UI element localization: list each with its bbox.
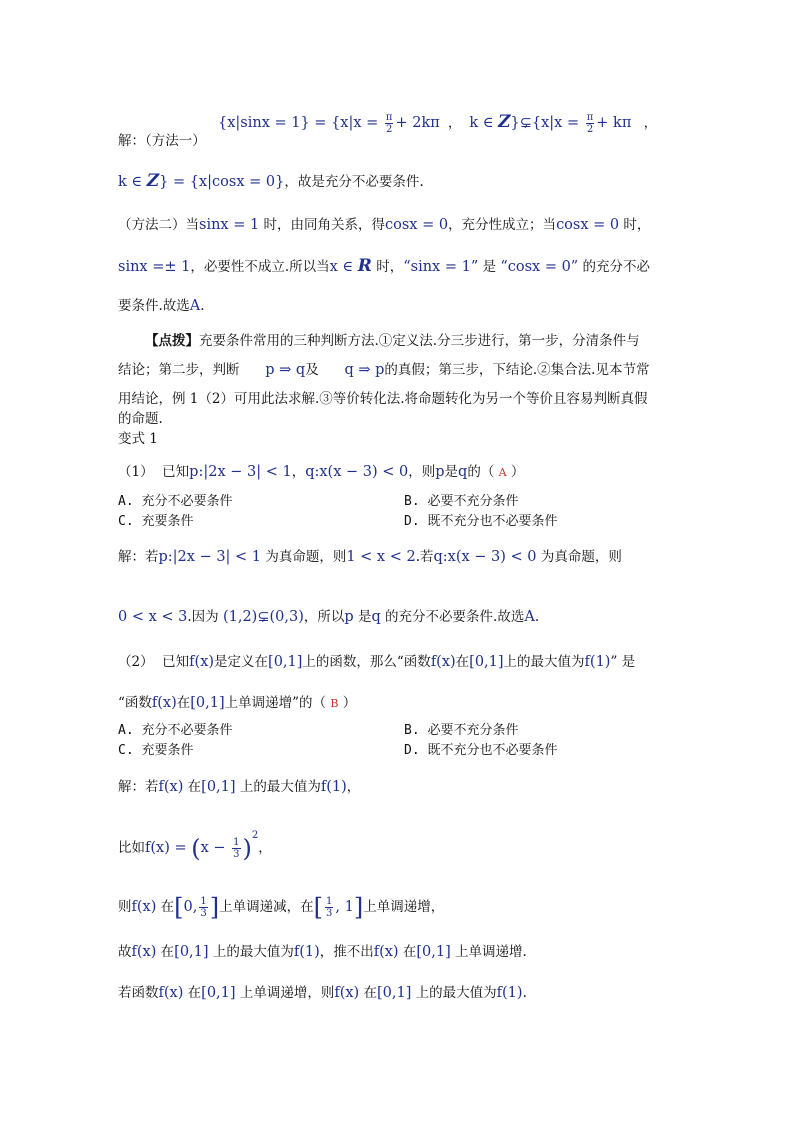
solution-1-formula <box>218 112 657 135</box>
math-expression: , 1 <box>335 899 354 915</box>
text-run: ） <box>506 464 525 480</box>
question-1-option-b: B. 必要不充分条件 <box>404 494 519 509</box>
text-run: 时， <box>619 217 651 233</box>
question-2-option-d: D. 既不充分也不必要条件 <box>404 743 558 758</box>
math-delimiter: ( <box>191 834 201 863</box>
math-expression: k ∈ <box>118 174 147 190</box>
math-expression: + kπ <box>596 115 632 131</box>
math-set-symbol: Z <box>146 171 160 191</box>
question-1-solution-line-1 <box>118 547 622 567</box>
question-2-option-b: B. 必要不充分条件 <box>404 723 519 738</box>
math-expression: f(x) <box>158 985 184 1001</box>
text-run: 上的函数，那么“函数 <box>302 654 431 670</box>
math-delimiter: [ <box>313 893 323 922</box>
math-expression: f(1) <box>320 779 347 795</box>
text-run: 时， <box>371 259 404 275</box>
math-expression: p:|2x − 3| < 1 <box>158 549 262 565</box>
text-run: 上单调递增. <box>450 944 527 960</box>
math-expression: 0 < x < 3 <box>118 609 188 625</box>
math-expression: “cosx = 0” <box>500 259 579 275</box>
text-run: 在 <box>156 899 175 915</box>
question-1-option-c: C. 充要条件 <box>118 514 194 529</box>
text-run: 的（ <box>467 464 499 480</box>
math-expression: “sinx = 1” <box>403 259 479 275</box>
text-run: 上的最大值为 <box>235 779 321 795</box>
text-run: （1） 已知 <box>118 464 190 480</box>
text-run: 要条件.故选 <box>118 298 190 314</box>
text-run: ，必要性不成立.所以当 <box>190 259 330 275</box>
question-2-stem-line-2 <box>118 693 356 714</box>
text-run: 时，由同角关系，得 <box>259 217 385 233</box>
tip-paragraph-line-1 <box>145 331 640 351</box>
math-expression: cosx = 0 <box>385 217 449 233</box>
question-1-option-d: D. 既不充分也不必要条件 <box>404 514 558 529</box>
math-expression: {x|sinx = 1} = {x|x = <box>218 115 383 131</box>
text-run: 解：（方法一） <box>118 133 206 149</box>
variant-heading <box>118 429 158 449</box>
method-2-line-2 <box>118 256 650 277</box>
question-2-solution-line-1 <box>118 777 360 797</box>
fraction-numerator: π <box>586 112 594 123</box>
question-2-option-c: C. 充要条件 <box>118 743 194 758</box>
question-2-solution-line-4 <box>118 942 527 962</box>
text-run: 是 <box>353 609 372 625</box>
text-run: 的充分不必 <box>578 259 651 275</box>
text-run: 是 <box>478 259 501 275</box>
math-expression: q:x(x − 3) < 0 <box>433 549 537 565</box>
math-expression: q <box>371 609 381 625</box>
tip-paragraph-line-4 <box>118 409 163 429</box>
question-2-stem-line-1 <box>118 652 635 672</box>
text-run: . <box>522 985 527 1001</box>
tip-paragraph-line-3 <box>118 389 648 409</box>
math-expression: f(1) <box>293 944 320 960</box>
text-run: 在 <box>455 654 470 670</box>
math-expression: f(x) <box>373 944 399 960</box>
text-run: 为真命题，则 <box>536 549 622 565</box>
math-expression: [0,1] <box>201 985 236 1001</box>
question-2-option-a: A. 充分不必要条件 <box>118 723 233 738</box>
text-run: 充要条件常用的三种判断方法.①定义法.分三步进行，第一步，分清条件与 <box>199 333 640 349</box>
text-run: 的充分不必要条件.故选 <box>380 609 525 625</box>
fraction <box>325 896 333 919</box>
method-2-line-1 <box>118 215 650 235</box>
solution-1-label <box>118 131 206 151</box>
math-expression: q ⇒ p <box>344 362 385 378</box>
text-run: 是 <box>444 464 459 480</box>
math-expression: f(x) <box>151 695 177 711</box>
text-run: .因为 <box>187 609 223 625</box>
math-expression: 1 < x < 2 <box>346 549 416 565</box>
text-run: 用结论，例 1（2）可用此法求解.③等价转化法.将命题转化为另一个等价且容易判断真假 <box>118 391 648 407</box>
math-expression: [0,1] <box>469 654 504 670</box>
text-run: 为真命题，则 <box>261 549 347 565</box>
math-delimiter: [ <box>174 893 184 922</box>
text-run: .若 <box>415 549 434 565</box>
text-run: “函数 <box>118 695 152 711</box>
text-run: . <box>534 609 540 625</box>
fraction-numerator: π <box>385 112 393 123</box>
math-superscript: 2 <box>251 830 259 841</box>
math-expression: q <box>458 464 468 480</box>
math-expression: sinx =± 1 <box>118 259 191 275</box>
text-run: ， <box>258 840 272 856</box>
text-run: （方法二）当 <box>118 217 199 233</box>
math-delimiter: ) <box>242 834 252 863</box>
text-run: 在 <box>183 985 202 1001</box>
text-run: 上单调递增， <box>363 899 445 915</box>
math-expression: q:x(x − 3) < 0 <box>305 464 409 480</box>
text-run: ） <box>338 695 357 711</box>
fraction-denominator: 3 <box>200 908 207 919</box>
text-run: 故 <box>118 944 132 960</box>
math-expression: f(x) <box>131 899 157 915</box>
text-run: 的命题. <box>118 411 163 427</box>
fraction-denominator: 2 <box>386 124 393 135</box>
text-run: ，故是充分不必要条件. <box>284 174 424 190</box>
text-run: ，推不出 <box>319 944 374 960</box>
question-2-solution-line-3 <box>118 893 445 922</box>
text-run: 上单调递增”的（ <box>224 695 331 711</box>
text-run: ， <box>291 464 306 480</box>
text-run: 上单调递减，在 <box>219 899 314 915</box>
text-run: 的真假；第三步，下结论.②集合法.见本节常 <box>384 362 650 378</box>
math-set-symbol: R <box>357 256 372 276</box>
fraction-numerator: 1 <box>233 837 240 848</box>
fraction-denominator: 2 <box>586 124 594 135</box>
math-expression: A <box>524 609 535 625</box>
text-run: ，则 <box>408 464 436 480</box>
math-expression: cosx = 0 <box>556 217 620 233</box>
text-run: . <box>200 298 205 314</box>
math-expression: f(x) <box>334 985 360 1001</box>
text-run: 解：若 <box>118 549 159 565</box>
text-run: 比如 <box>118 840 145 856</box>
text-run: 则 <box>118 899 132 915</box>
math-expression: f(x) <box>430 654 456 670</box>
answer-letter: A <box>498 466 507 479</box>
text-run: ，充分性成立；当 <box>448 217 557 233</box>
math-expression: x ∈ <box>329 259 358 275</box>
fraction-denominator: 3 <box>233 849 240 860</box>
method-2-line-3 <box>118 296 205 316</box>
math-expression: (1,2)⊊(0,3) <box>222 609 304 625</box>
fraction <box>232 837 240 860</box>
text-run: ， <box>439 116 470 131</box>
math-expression: f(1) <box>584 654 611 670</box>
math-expression: 0, <box>183 899 198 915</box>
fraction-denominator: 3 <box>326 908 333 919</box>
text-run: 解：若 <box>118 779 159 795</box>
fraction <box>385 112 394 135</box>
answer-letter: B <box>330 697 339 710</box>
fraction <box>199 896 207 919</box>
math-expression: [0,1] <box>416 944 451 960</box>
math-expression: p ⇒ q <box>265 362 306 378</box>
text-run: 上的最大值为 <box>411 985 497 1001</box>
question-1-stem <box>118 462 524 483</box>
fraction-numerator: 1 <box>326 896 333 907</box>
text-run: 若函数 <box>118 985 159 1001</box>
fraction-numerator: 1 <box>200 896 207 907</box>
text-run: 在 <box>359 985 377 1001</box>
math-expression: [0,1] <box>190 695 225 711</box>
math-expression: x − <box>200 840 231 856</box>
math-expression: p <box>344 609 354 625</box>
text-run: 在 <box>398 944 417 960</box>
text-run: 在 <box>156 944 175 960</box>
math-delimiter: ] <box>353 893 364 922</box>
text-run: ，所以 <box>303 609 345 625</box>
math-expression: f(x) <box>131 944 157 960</box>
math-set-symbol: Z <box>498 112 511 132</box>
math-expression: f(1) <box>496 985 523 1001</box>
math-expression: [0,1] <box>268 654 303 670</box>
text-run: 上的最大值为 <box>208 944 294 960</box>
bold-label: 【点拨】 <box>145 333 199 349</box>
text-run: ” 是 <box>610 654 636 670</box>
tip-paragraph-line-2 <box>118 360 649 380</box>
question-2-solution-line-5 <box>118 983 527 1003</box>
math-expression: p <box>435 464 445 480</box>
question-1-option-a: A. 充分不必要条件 <box>118 494 233 509</box>
text-run: 结论；第二步，判断 <box>118 362 266 378</box>
text-run: 在 <box>183 779 202 795</box>
math-expression: sinx = 1 <box>199 217 260 233</box>
math-expression: f(x) <box>158 779 184 795</box>
math-expression: f(x) <box>189 654 215 670</box>
text-run: 上单调递增，则 <box>235 985 335 1001</box>
math-expression: + 2kπ <box>395 115 440 131</box>
text-run: 变式 1 <box>118 431 158 447</box>
fraction <box>586 112 595 135</box>
math-expression: f(x) = <box>145 840 192 856</box>
text-run: 上的最大值为 <box>503 654 585 670</box>
math-expression: k ∈ <box>469 115 499 131</box>
math-expression: [0,1] <box>376 985 412 1001</box>
math-delimiter: ] <box>209 893 220 922</box>
question-2-solution-example <box>118 826 272 863</box>
math-expression: p:|2x − 3| < 1 <box>189 464 292 480</box>
text-run: （2） 已知 <box>118 654 190 670</box>
text-run: 在 <box>176 695 191 711</box>
math-expression: } = {x|cosx = 0} <box>159 174 285 190</box>
solution-1-line-2 <box>118 171 424 192</box>
math-expression: [0,1] <box>201 779 236 795</box>
math-expression: A <box>189 298 201 314</box>
math-expression: }⊊{x|x = <box>510 115 584 131</box>
math-expression: [0,1] <box>174 944 209 960</box>
question-1-solution-line-2 <box>118 607 539 627</box>
text-run: 是定义在 <box>214 654 269 670</box>
text-run: ， <box>631 116 657 131</box>
text-run: 及 <box>305 362 345 378</box>
text-run: ， <box>346 779 361 795</box>
